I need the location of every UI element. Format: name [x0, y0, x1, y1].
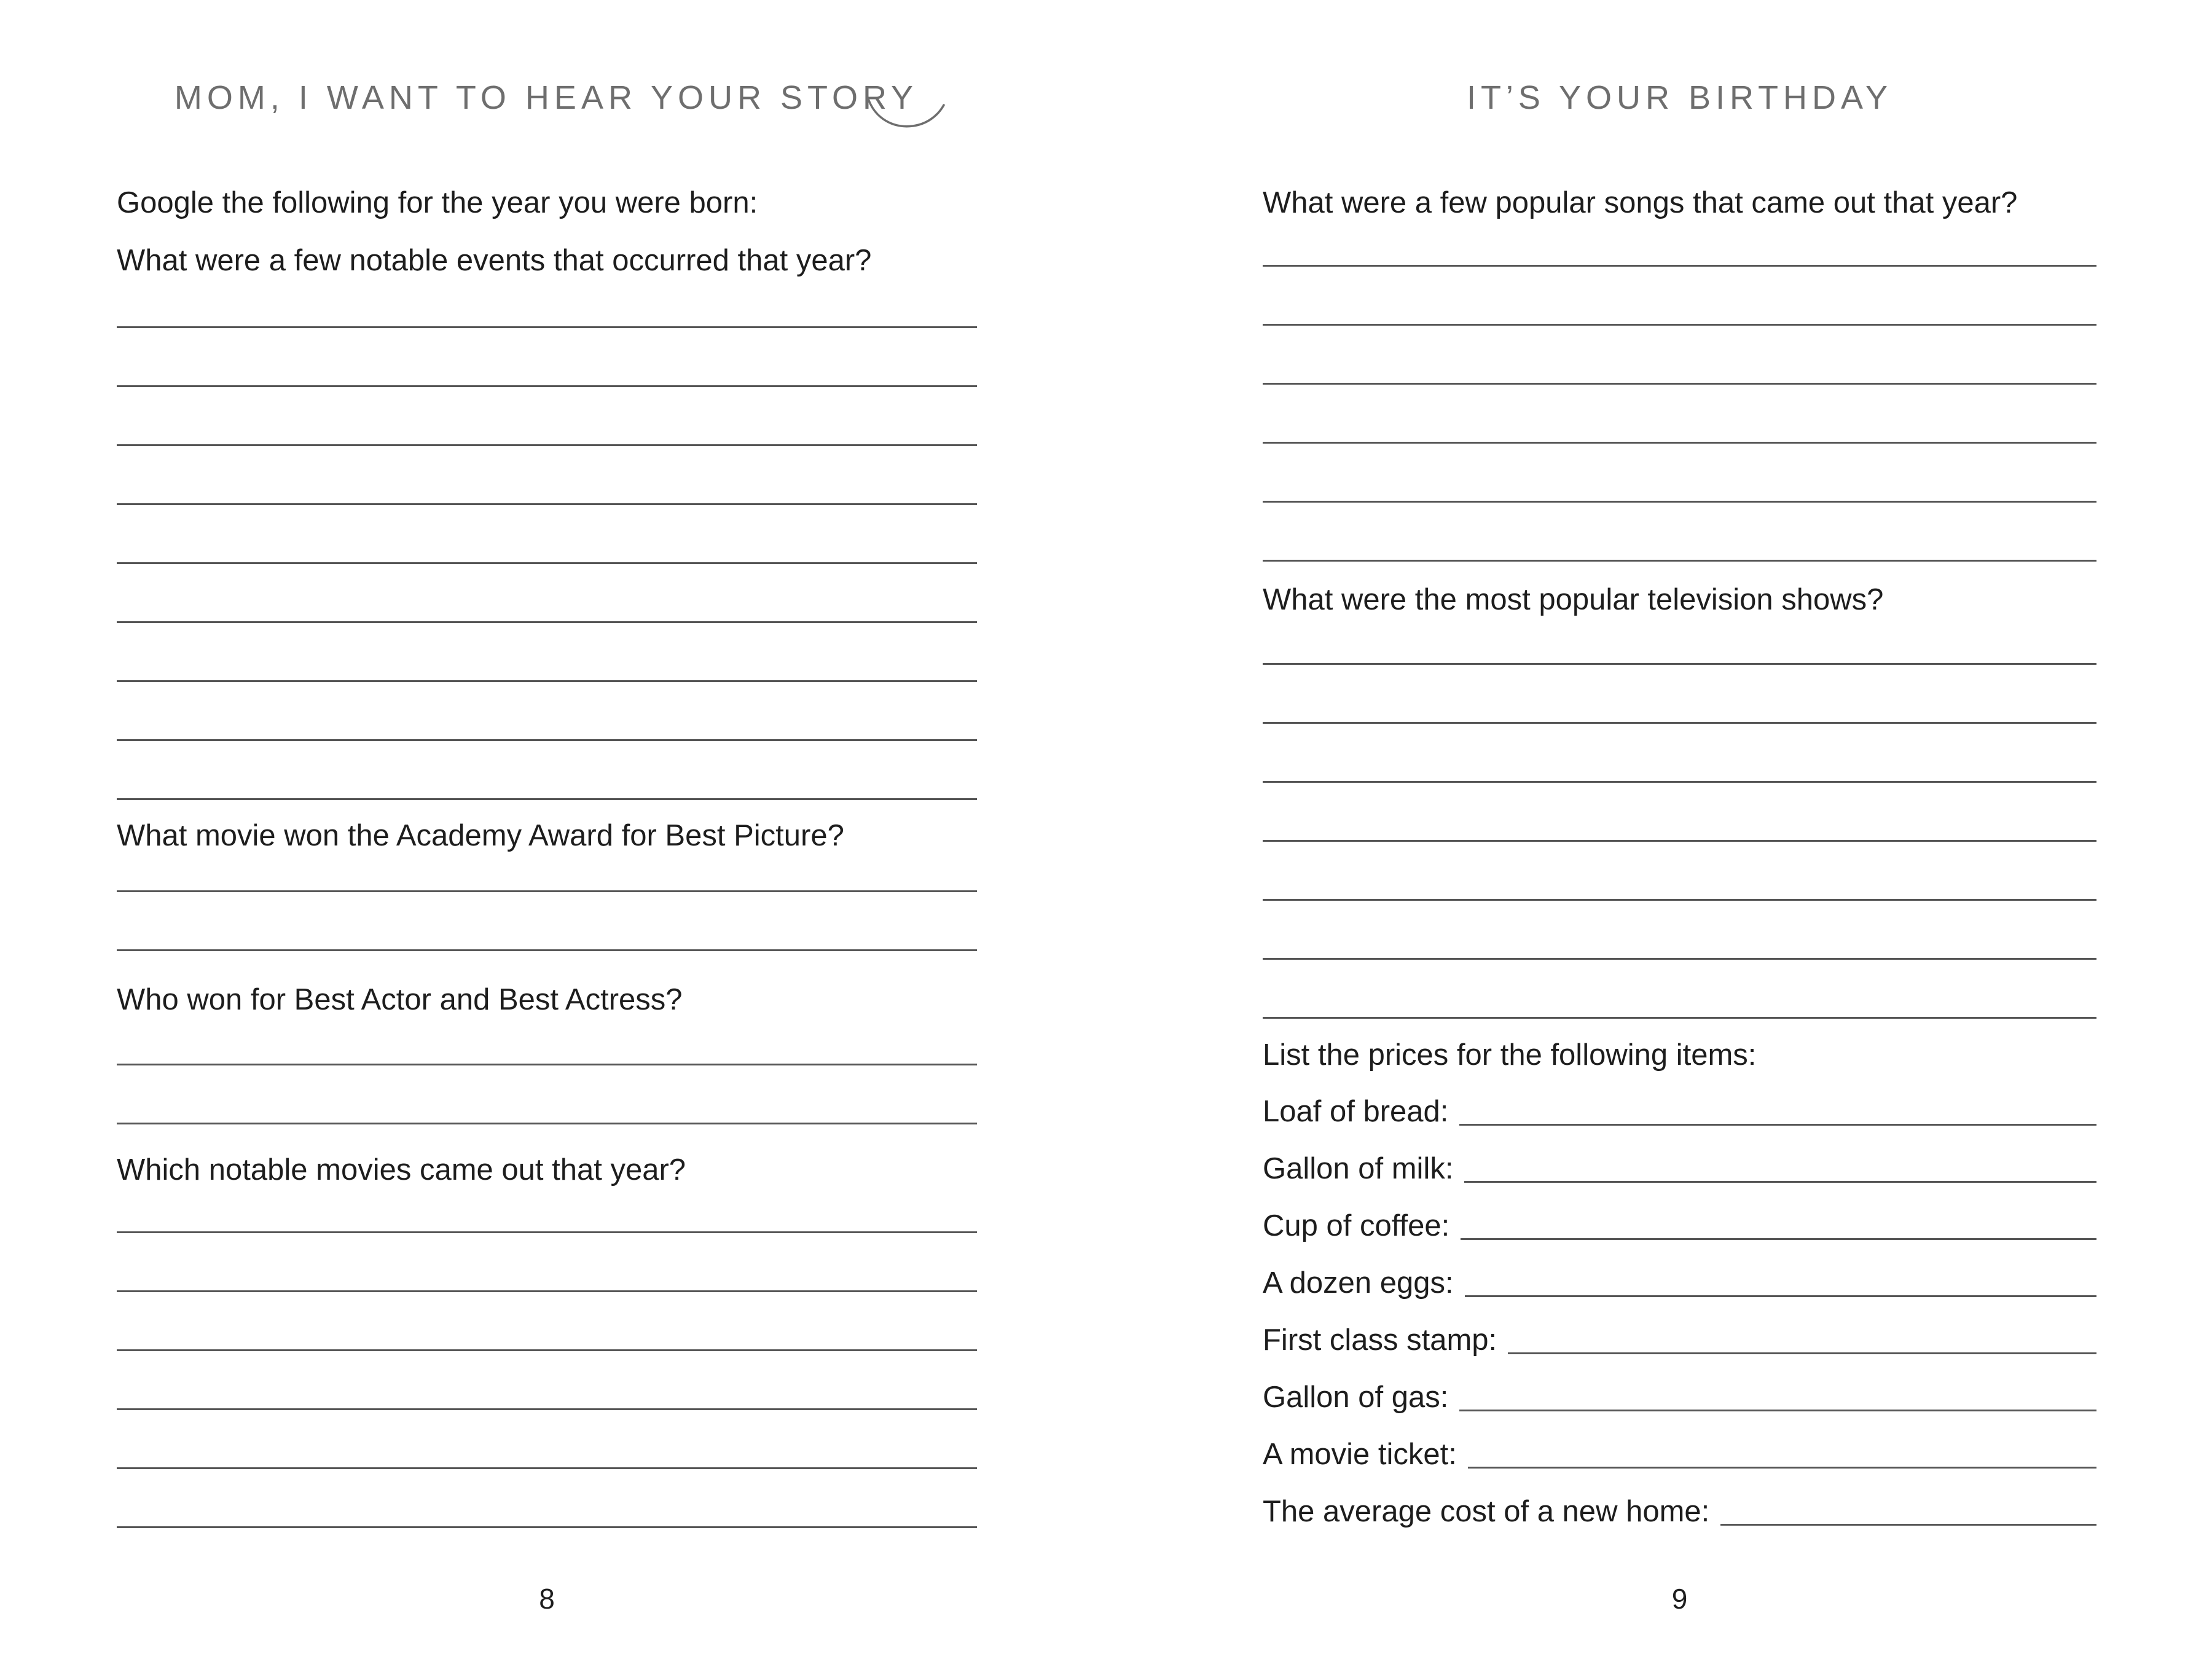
price-list — [1263, 1083, 2096, 1540]
right-question-2-text: What were the most popular television shows? — [1263, 583, 1884, 616]
answer-line — [117, 682, 977, 741]
price-label: Cup of coffee: — [1263, 1209, 1450, 1242]
answer-line — [117, 833, 977, 892]
right-question-1-text: What were a few popular songs that came out that year? — [1263, 186, 2018, 219]
answer-line — [1263, 724, 2096, 783]
price-row-a-movie-ticket — [1263, 1426, 2096, 1483]
header-swash-flourish-icon — [865, 95, 946, 139]
right-answer-lines-2 — [1263, 606, 2096, 1019]
answer-line — [117, 1292, 977, 1351]
price-row-a-dozen-eggs — [1263, 1255, 2096, 1312]
price-fill-line — [1459, 1369, 2096, 1411]
left-running-header — [117, 79, 977, 139]
answer-line — [1263, 385, 2096, 444]
left-question-2-text: What movie won the Academy Award for Best Picture? — [117, 819, 844, 852]
price-label: First class stamp: — [1263, 1324, 1497, 1357]
price-label: Loaf of bread: — [1263, 1095, 1449, 1128]
left-answer-lines-2 — [117, 833, 977, 951]
left-question-4-text: Which notable movies came out that year? — [117, 1153, 686, 1186]
answer-line — [1263, 606, 2096, 665]
answer-line — [1263, 444, 2096, 503]
left-question-1-text: What were a few notable events that occurred that year? — [117, 244, 872, 277]
right-running-header-text: IT’S YOUR BIRTHDAY — [1466, 79, 1893, 116]
price-fill-line — [1465, 1255, 2096, 1297]
answer-line — [117, 269, 977, 328]
left-answer-lines-3 — [117, 1006, 977, 1124]
price-row-average-cost-new-home — [1263, 1483, 2096, 1540]
left-question-3-text: Who won for Best Actor and Best Actress? — [117, 983, 683, 1016]
right-answer-lines-1 — [1263, 208, 2096, 562]
answer-line — [117, 446, 977, 505]
answer-line — [117, 1174, 977, 1233]
price-row-gallon-of-milk — [1263, 1140, 2096, 1198]
answer-line — [117, 1469, 977, 1528]
price-fill-line — [1720, 1483, 2096, 1526]
answer-line — [117, 328, 977, 387]
answer-line — [117, 623, 977, 682]
answer-line — [117, 892, 977, 951]
price-row-cup-of-coffee — [1263, 1198, 2096, 1255]
answer-line — [117, 1410, 977, 1469]
price-label: The average cost of a new home: — [1263, 1495, 1710, 1528]
answer-line — [1263, 783, 2096, 842]
left-question-1-intro: Google the following for the year you were born: — [117, 186, 758, 219]
answer-line — [117, 505, 977, 564]
left-answer-lines-1 — [117, 269, 977, 800]
left-running-header-text: MOM, I WANT TO HEAR YOUR STORY — [174, 79, 919, 116]
answer-line — [1263, 665, 2096, 724]
right-page-number: 9 — [1671, 1583, 1688, 1615]
answer-line — [117, 1351, 977, 1410]
price-label: A movie ticket: — [1263, 1438, 1457, 1471]
price-row-gallon-of-gas — [1263, 1369, 2096, 1426]
price-fill-line — [1508, 1312, 2096, 1354]
right-running-header — [1263, 79, 2096, 117]
answer-line — [1263, 960, 2096, 1019]
answer-line — [117, 387, 977, 446]
answer-line — [117, 564, 977, 623]
answer-line — [1263, 503, 2096, 562]
price-row-loaf-of-bread — [1263, 1083, 2096, 1140]
price-fill-line — [1459, 1083, 2096, 1126]
price-label: Gallon of gas: — [1263, 1381, 1449, 1414]
price-label: Gallon of milk: — [1263, 1152, 1454, 1185]
price-fill-line — [1461, 1198, 2096, 1240]
right-page — [1106, 0, 2212, 1659]
answer-line — [1263, 842, 2096, 901]
answer-line — [117, 1233, 977, 1292]
answer-line — [1263, 326, 2096, 385]
prices-heading: List the prices for the following items: — [1263, 1038, 1757, 1072]
price-row-first-class-stamp — [1263, 1312, 2096, 1369]
answer-line — [117, 1006, 977, 1065]
left-page-number: 8 — [539, 1583, 555, 1615]
price-fill-line — [1464, 1140, 2096, 1183]
price-label: A dozen eggs: — [1263, 1266, 1454, 1300]
left-answer-lines-4 — [117, 1174, 977, 1528]
price-fill-line — [1468, 1426, 2096, 1469]
answer-line — [117, 741, 977, 800]
answer-line — [117, 1065, 977, 1124]
answer-line — [1263, 267, 2096, 326]
answer-line — [1263, 901, 2096, 960]
answer-line — [1263, 208, 2096, 267]
